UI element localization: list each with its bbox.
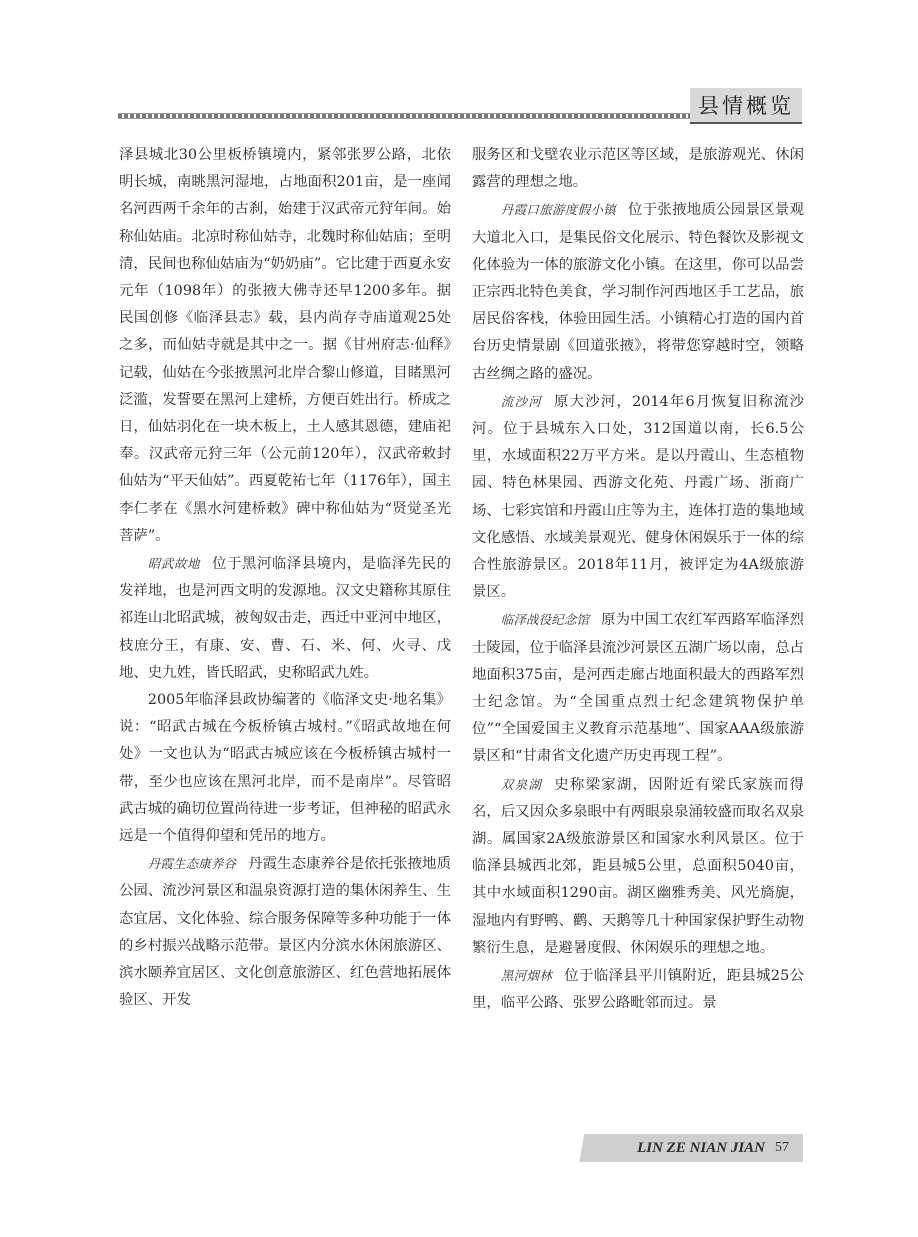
term-memorial-hall: 临泽战役纪念馆 — [500, 612, 590, 628]
header-rule — [118, 113, 698, 119]
paragraph-heihe-forest — [472, 962, 804, 1017]
journal-name: LIN ZE NIAN JIAN — [637, 1139, 765, 1156]
paragraph-memorial-hall — [472, 606, 804, 770]
paragraph-body: 位于黑河临泽县境内，是临泽先民的发祥地，也是河西文明的发源地。汉文史籍称其原住祁连山北昭武城，被匈奴击走，西迁中亚河中地区，枝庶分王，有康、安、曹、石、米、何、火寻、戊地、史九姓，皆氏昭武，史称昭武九姓。 — [119, 556, 451, 681]
paragraph-body: 原为中国工农红军西路军临泽烈士陵园，位于临泽县流沙河景区五湖广场以南，总占地面积375亩，是河西走廊占地面积最大的西路军烈士纪念馆。为“全国重点烈士纪念建筑物保护单位”“全国爱国主义教育示范基地”、国家AAA级旅游景区和“甘肃省文化遗产历史再现工程”。 — [472, 612, 804, 765]
term-liusha-river: 流沙河 — [500, 393, 542, 409]
paragraph-zhaowu-location: 2005年临泽县政协编著的《临泽文史·地名集》说：“昭武古城在今板桥镇古城村。”《昭武故地在何处》一文也认为“昭武古城应该在今板桥镇古城村一带，至少也应该在黑河北岸，而不是南岸”。尽管昭武古城的确切位置尚待进一步考证，但神秘的昭武永远是一个值得仰望和凭吊的地方。 — [119, 692, 451, 845]
term-heihe-forest: 黑河烟林 — [500, 968, 553, 984]
paragraph-shuangquan-lake — [472, 771, 804, 962]
paragraph-body: 丹霞生态康养谷是依托张掖地质公园、流沙河景区和温泉资源打造的集休闲养生、生态宜居、文化体验、综合服务保障等多种功能于一体的乡村振兴战略示范带。景区内分滨水休闲旅游区、滨水颐养宜居区、文化创意旅游区、红色营地拓展体验区、开发 — [119, 856, 451, 1009]
page-number: 57 — [775, 1140, 789, 1155]
paragraph-body: 位于张掖地质公园景区景观大道北入口，是集民俗文化展示、特色餐饮及影视文化体验为一体的旅游文化小镇。在这里，你可以品尝正宗西北特色美食，学习制作河西地区手工艺品，旅居民俗客栈，体验田园生活。小镇精心打造的国内首台历史情景剧《回道张掖》，将带您穿越时空，领略古丝绸之路的盛况。 — [472, 202, 804, 382]
footer-band — [566, 1134, 803, 1162]
right-column — [472, 142, 804, 1018]
paragraph-body: 史称梁家湖，因附近有梁氏家族而得名，后又因众多泉眼中有两眼泉泉涌较盛而取名双泉湖。属国家2A级旅游景区和国家水利风景区。位于临泽县城西北郊，距县城5公里，总面积5040亩，其中水域面积1290亩。湖区幽雅秀美、风光旖旎，湿地内有野鸭、鹳、天鹅等几十种国家保护野生动物繁衍生息，是避暑度假、休闲娱乐的理想之地。 — [472, 776, 804, 956]
term-shuangquan-lake: 双泉湖 — [500, 776, 543, 792]
paragraph-liusha-river — [472, 388, 804, 607]
paragraph-danxia-valley — [119, 850, 451, 1014]
section-title: 县情概览 — [690, 88, 802, 124]
term-danxia-valley: 丹霞生态康养谷 — [147, 856, 237, 872]
term-zhaowu: 昭武故地 — [147, 556, 201, 572]
left-column — [119, 142, 451, 1015]
paragraph-body: 原大沙河，2014年6月恢复旧称流沙河。位于县城东入口处，312国道以南，长6.5公里，水域面积22万平方米。是以丹霞山、生态植物园、特色林果园、西游文化苑、丹霞广场、浙商广场、七彩宾馆和丹霞山庄等为主，连体打造的集地域文化感悟、水域美景观光、健身休闲娱乐于一体的综合性旅游景区。2018年11月，被评定为4A级旅游景区。 — [472, 393, 804, 601]
paragraph-zhaowu — [119, 550, 451, 687]
paragraph-continuation: 服务区和戈壁农业示范区等区域，是旅游观光、休闲露营的理想之地。 — [472, 147, 804, 191]
paragraph-danxiakou-town — [472, 196, 804, 387]
paragraph-body: 位于临泽县平川镇附近，距县城25公里，临平公路、张罗公路毗邻而过。景 — [472, 968, 804, 1012]
term-danxiakou-town: 丹霞口旅游度假小镇 — [500, 202, 616, 218]
paragraph-xiangu-temple: 泽县城北30公里板桥镇境内，紧邻张罗公路，北依明长城，南眺黑河湿地，占地面积201亩，是一座闻名河西两千余年的古刹，始建于汉武帝元狩年间。始称仙姑庙。北凉时称仙姑寺，北魏时称仙姑庙；至明清，民间也称仙姑庙为“奶奶庙”。它比建于西夏永安元年（1098年）的张掖大佛寺还早1200多年。据民国创修《临泽县志》载，县内尚存寺庙道观25处之多，而仙姑寺就是其中之一。据《甘州府志·仙释》记载，仙姑在今张掖黑河北岸合黎山修道，目睹黑河泛滥，发誓要在黑河上建桥，方便百姓出行。桥成之日，仙姑羽化在一块木板上，土人感其恩德，建庙祀奉。汉武帝元狩三年（公元前120年），汉武帝敕封仙姑为“平天仙姑”。西夏乾祐七年（1176年），国主李仁孝在《黑水河建桥敕》碑中称仙姑为“贤觉圣光菩萨”。 — [119, 147, 451, 544]
